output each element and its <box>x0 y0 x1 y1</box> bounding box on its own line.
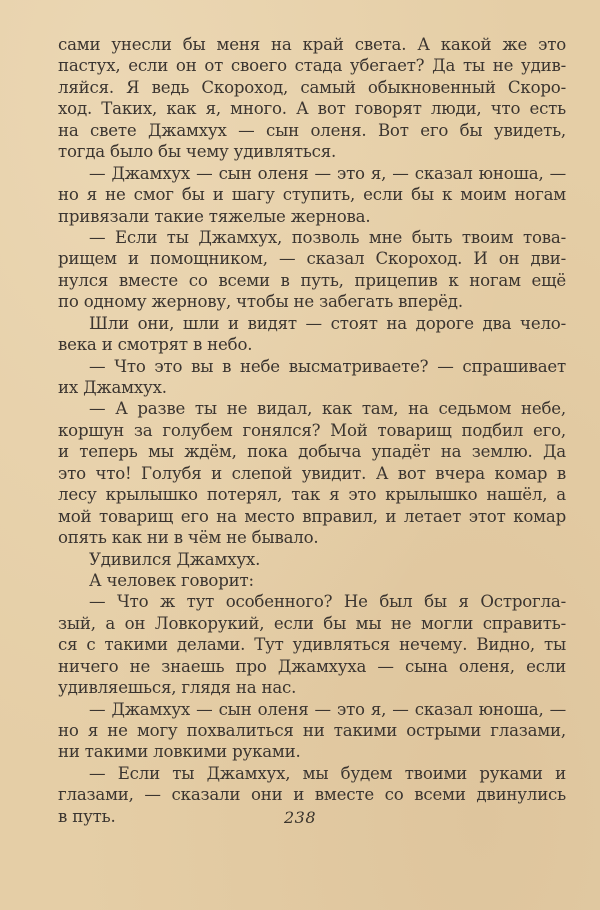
text-line: — А разве ты не видал, как там, на седьмом небе, <box>89 399 566 419</box>
text-line: пастух, если он от своего стада убегает? Да ты не удив- <box>58 56 566 76</box>
text-line: но я не могу похвалиться ни такими острыми глазами, <box>58 721 566 740</box>
text-line: их Джамхух. <box>58 378 167 397</box>
text-line: ся с такими делами. Тут удивляться нечему. Видно, ты <box>58 635 566 655</box>
text-line: опять как ни в чём не бывало. <box>58 528 319 548</box>
text-line: но я не смог бы и шагу ступить, если бы к моим ногам <box>58 185 566 205</box>
text-line: на свете Джамхух — сын оленя. Вот его бы увидеть, <box>58 120 566 140</box>
text-line: — Если ты Джамхух, мы будем твоими руками и <box>89 763 566 783</box>
text-line: коршун за голубем гонялся? Мой товарищ подбил его, <box>58 420 566 440</box>
page-text <box>58 34 566 827</box>
text-line: ход. Таких, как я, много. А вот говорят люди, что есть <box>58 99 566 119</box>
text-line: глазами, — сказали они и вместе со всеми двинулись <box>58 785 566 805</box>
text-line: лесу крылышко потерял, так я это крылышко нашёл, а <box>58 485 566 505</box>
text-line: века и смотрят в небо. <box>58 335 253 355</box>
text-line: привязали такие тяжелые жернова. <box>58 206 371 226</box>
text-line: и теперь мы ждём, пока добыча упадёт на землю. Да <box>58 442 566 462</box>
text-line: — Джамхух — сын оленя — это я, — сказал юноша, — <box>89 699 566 719</box>
text-line: тогда было бы чему удивляться. <box>58 142 337 162</box>
text-line: Шли они, шли и видят — стоят на дороге два чело- <box>89 313 566 333</box>
text-line: сами унесли бы меня на край света. А какой же это <box>58 35 566 54</box>
text-line: удивляешься, глядя на нас. <box>58 678 297 698</box>
text-line: ничего не знаешь про Джамхуха — сына оленя, если <box>58 656 566 676</box>
text-line: — Что это вы в небе высматриваете? — спрашивает <box>89 356 566 376</box>
text-line: зый, а он Ловкорукий, если бы мы не могли справить- <box>58 613 566 633</box>
text-line: — Если ты Джамхух, позволь мне быть твоим това- <box>89 227 566 247</box>
text-line: в путь. <box>58 806 116 826</box>
text-line: по одному жернову, чтобы не забегать вперёд. <box>58 292 463 312</box>
text-line: Удивился Джамхух. <box>89 549 261 569</box>
page-number: 238 <box>283 808 317 827</box>
text-line: мой товарищ его на место вправил, и летает этот комар <box>58 506 566 526</box>
text-line: рищем и помощником, — сказал Скороход. И он дви- <box>58 249 566 269</box>
text-line: А человек говорит: <box>89 570 254 590</box>
text-line: нулся вместе со всеми в путь, прицепив к ногам ещё <box>58 270 566 290</box>
text-line: ни такими ловкими руками. <box>58 742 301 762</box>
text-line: — Джамхух — сын оленя — это я, — сказал юноша, — <box>89 163 566 183</box>
text-line: ляйся. Я ведь Скороход, самый обыкновенный Скоро- <box>58 77 566 97</box>
text-line: — Что ж тут особенного? Не был бы я Острогла- <box>89 592 566 612</box>
text-line: это что! Голубя и слепой увидит. А вот вчера комар в <box>58 463 566 483</box>
